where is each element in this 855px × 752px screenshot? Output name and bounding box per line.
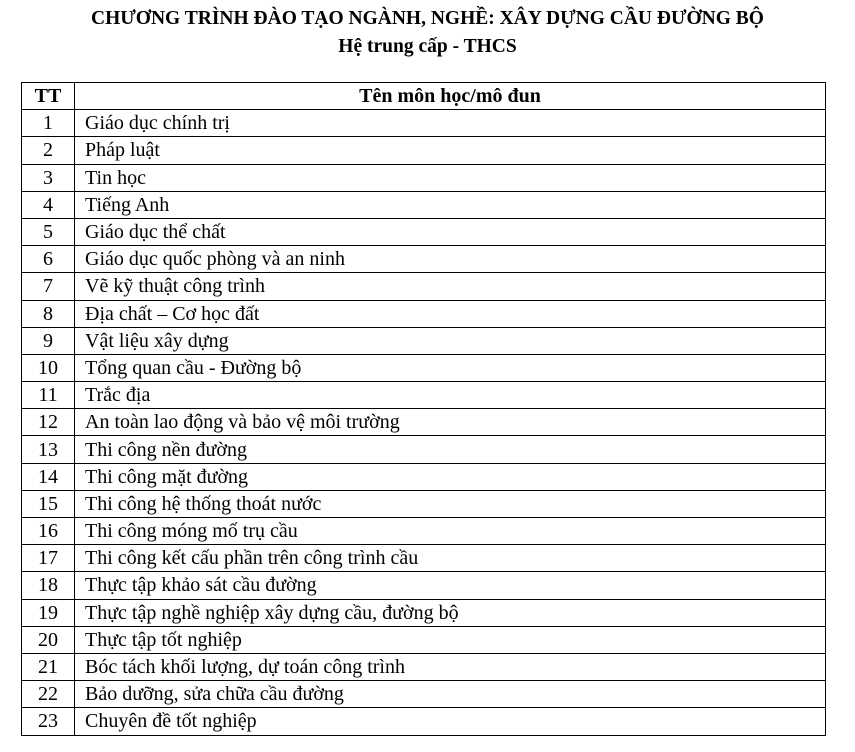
table-row [22, 354, 826, 381]
subject-name: Thi công nền đường [75, 436, 826, 463]
table-row [22, 518, 826, 545]
table-row [22, 653, 826, 680]
subject-name: Thi công kết cấu phần trên công trình cầu [75, 545, 826, 572]
row-number: 18 [22, 572, 75, 599]
subject-name: Thi công móng mố trụ cầu [75, 518, 826, 545]
row-number: 12 [22, 409, 75, 436]
subject-name: Thực tập nghề nghiệp xây dựng cầu, đường bộ [75, 599, 826, 626]
row-number: 16 [22, 518, 75, 545]
curriculum-table [21, 82, 826, 736]
table-row [22, 273, 826, 300]
subject-name: Thi công mặt đường [75, 463, 826, 490]
row-number: 13 [22, 436, 75, 463]
subject-name: Bảo dưỡng, sửa chữa cầu đường [75, 681, 826, 708]
table-row [22, 681, 826, 708]
row-number: 21 [22, 653, 75, 680]
row-number: 5 [22, 218, 75, 245]
row-number: 20 [22, 626, 75, 653]
column-header-name: Tên môn học/mô đun [75, 83, 826, 110]
table-row [22, 572, 826, 599]
table-row [22, 626, 826, 653]
table-header-row [22, 83, 826, 110]
table-row [22, 708, 826, 735]
subject-name: Giáo dục quốc phòng và an ninh [75, 246, 826, 273]
row-number: 4 [22, 191, 75, 218]
table-row [22, 246, 826, 273]
table-row [22, 599, 826, 626]
table-row [22, 300, 826, 327]
table-row [22, 110, 826, 137]
row-number: 10 [22, 354, 75, 381]
table-row [22, 137, 826, 164]
table-row [22, 490, 826, 517]
subject-name: Pháp luật [75, 137, 826, 164]
row-number: 3 [22, 164, 75, 191]
subject-name: Trắc địa [75, 382, 826, 409]
row-number: 17 [22, 545, 75, 572]
table-row [22, 327, 826, 354]
row-number: 9 [22, 327, 75, 354]
row-number: 7 [22, 273, 75, 300]
row-number: 14 [22, 463, 75, 490]
table-row [22, 463, 826, 490]
row-number: 22 [22, 681, 75, 708]
table-row [22, 218, 826, 245]
table-row [22, 191, 826, 218]
table-row [22, 382, 826, 409]
row-number: 23 [22, 708, 75, 735]
document-subtitle: Hệ trung cấp - THCS [338, 36, 517, 57]
table-row [22, 545, 826, 572]
row-number: 15 [22, 490, 75, 517]
row-number: 6 [22, 246, 75, 273]
subject-name: Vẽ kỹ thuật công trình [75, 273, 826, 300]
subject-name: Bóc tách khối lượng, dự toán công trình [75, 653, 826, 680]
subject-name: Chuyên đề tốt nghiệp [75, 708, 826, 735]
subject-name: Thực tập khảo sát cầu đường [75, 572, 826, 599]
subject-name: Thi công hệ thống thoát nước [75, 490, 826, 517]
column-header-tt: TT [22, 83, 75, 110]
document-title: CHƯƠNG TRÌNH ĐÀO TẠO NGÀNH, NGHỀ: XÂY DỰNG CẦU ĐƯỜNG BỘ [91, 8, 764, 29]
subject-name: Địa chất – Cơ học đất [75, 300, 826, 327]
subject-name: Vật liệu xây dựng [75, 327, 826, 354]
subject-name: Giáo dục thể chất [75, 218, 826, 245]
subject-name: Giáo dục chính trị [75, 110, 826, 137]
row-number: 19 [22, 599, 75, 626]
table-row [22, 436, 826, 463]
row-number: 11 [22, 382, 75, 409]
row-number: 2 [22, 137, 75, 164]
row-number: 1 [22, 110, 75, 137]
subject-name: An toàn lao động và bảo vệ môi trường [75, 409, 826, 436]
table-row [22, 164, 826, 191]
row-number: 8 [22, 300, 75, 327]
subject-name: Tiếng Anh [75, 191, 826, 218]
subject-name: Tổng quan cầu - Đường bộ [75, 354, 826, 381]
table-row [22, 409, 826, 436]
subject-name: Thực tập tốt nghiệp [75, 626, 826, 653]
subject-name: Tin học [75, 164, 826, 191]
